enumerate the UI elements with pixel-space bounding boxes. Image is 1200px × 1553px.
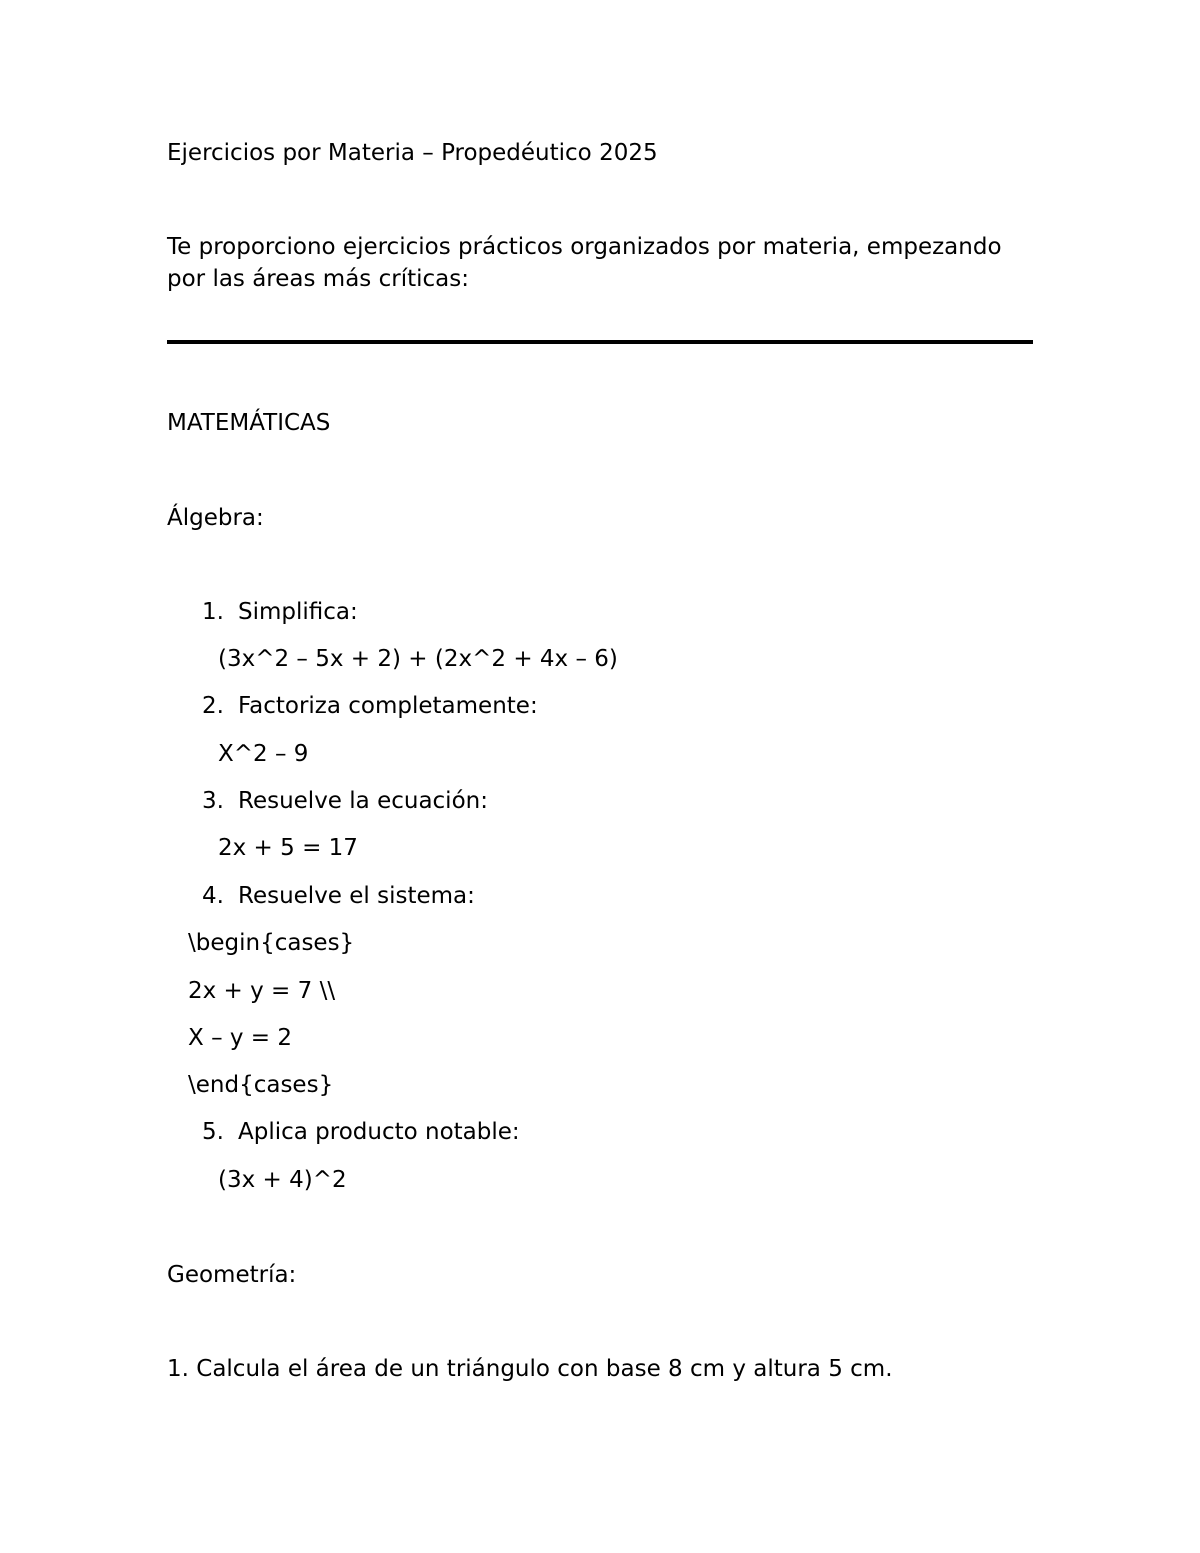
horizontal-divider xyxy=(167,340,1033,344)
algebra-exercise-3 xyxy=(202,786,488,816)
list-number: 1. xyxy=(202,599,224,625)
document-title: Ejercicios por Materia – Propedéutico 2025 xyxy=(167,140,658,166)
system-line-equation-1: 2x + y = 7 \\ xyxy=(188,978,336,1004)
algebra-exercise-2 xyxy=(202,691,538,721)
algebra-exercise-2-expression: X^2 – 9 xyxy=(218,741,309,767)
algebra-exercise-5-expression: (3x + 4)^2 xyxy=(218,1167,347,1193)
system-line-equation-2: X – y = 2 xyxy=(188,1025,293,1051)
algebra-heading: Álgebra: xyxy=(167,505,264,531)
system-line-begin: \begin{cases} xyxy=(188,930,355,956)
algebra-exercise-1 xyxy=(202,597,358,627)
system-line-end: \end{cases} xyxy=(188,1072,334,1098)
intro-text-line-2: por las áreas más críticas: xyxy=(167,266,469,292)
exercise-label: Resuelve el sistema: xyxy=(238,883,475,909)
list-number: 5. xyxy=(202,1119,224,1145)
algebra-exercise-3-expression: 2x + 5 = 17 xyxy=(218,835,358,861)
algebra-exercise-5 xyxy=(202,1117,520,1147)
algebra-exercise-4 xyxy=(202,881,475,911)
list-number: 2. xyxy=(202,693,224,719)
algebra-exercise-1-expression: (3x^2 – 5x + 2) + (2x^2 + 4x – 6) xyxy=(218,646,618,672)
list-number: 3. xyxy=(202,788,224,814)
exercise-label: Factoriza completamente: xyxy=(238,693,538,719)
exercise-label: Aplica producto notable: xyxy=(238,1119,520,1145)
geometria-heading: Geometría: xyxy=(167,1262,297,1288)
exercise-label: Resuelve la ecuación: xyxy=(238,788,488,814)
intro-text-line-1: Te proporciono ejercicios prácticos organizados por materia, empezando xyxy=(167,234,1002,260)
exercise-label: Simplifica: xyxy=(238,599,358,625)
section-heading-matematicas: MATEMÁTICAS xyxy=(167,410,331,436)
list-number: 4. xyxy=(202,883,224,909)
geometria-exercise-1: 1. Calcula el área de un triángulo con base 8 cm y altura 5 cm. xyxy=(167,1356,893,1382)
